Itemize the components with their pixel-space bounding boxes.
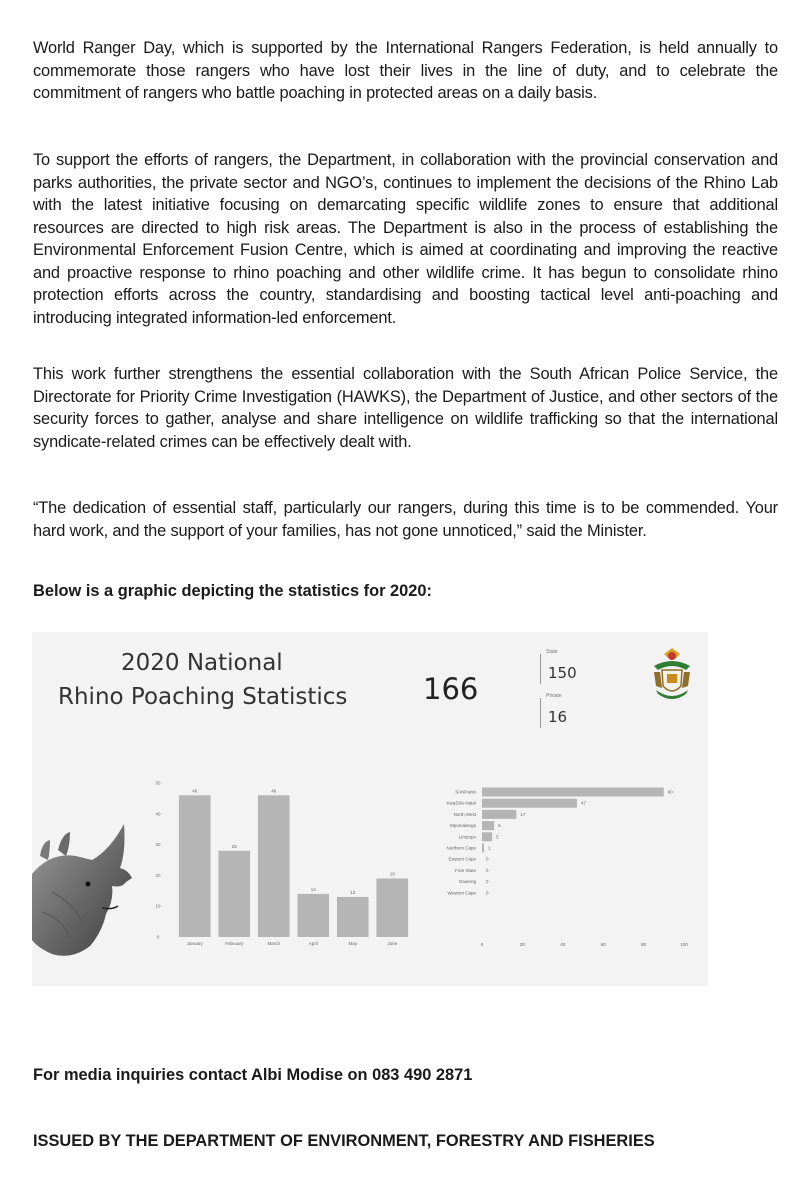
area-label: Mpumalanga [449, 823, 476, 829]
bar-value-label: 46 [271, 788, 277, 794]
bar-value-label: 5 [496, 834, 499, 840]
bar-value-label: 0 [486, 890, 489, 896]
bar-value-label: 90 [667, 789, 673, 795]
area-label: Eastern Cape [448, 856, 476, 862]
private-label: Private [546, 693, 562, 699]
area-label: Free State [454, 867, 476, 873]
bar-value-label: 0 [486, 867, 489, 873]
bar-value-label: 17 [520, 811, 526, 817]
state-label: State [546, 649, 558, 655]
private-value: 16 [548, 708, 568, 726]
bar-north-west [482, 810, 516, 819]
bar-kwazulu-natal [482, 799, 577, 808]
bar-value-label: 47 [580, 800, 586, 806]
x-tick-label: 20 [519, 942, 525, 947]
x-tick-label: March [267, 941, 281, 946]
bar-march [258, 795, 290, 937]
bar-april [297, 894, 329, 937]
x-tick-label: May [348, 941, 358, 946]
paragraph-collaboration: This work further strengthens the essential collaboration with the South African Police Service, the Directorate for Priority Crime Investigation (HAWKS), the Department of Justice, and other sectors of the security forces to gather, analyse and share intelligence on wildlife trafficking so that the international syndicate-related crimes can be effectively dealt with. [33, 365, 778, 451]
bar-value-label: 6 [498, 823, 501, 829]
media-contact: For media inquiries contact Albi Modise on 083 490 2871 [33, 1066, 473, 1084]
paragraph-minister-quote: “The dedication of essential staff, particularly our rangers, during this time is to be commended. Your hard work, and the support of your families, has not gone unnoticed,” said the Minister. [33, 499, 778, 540]
paragraph-world-ranger-day: World Ranger Day, which is supported by the International Rangers Federation, is held annually to commemorate those rangers who have lost their lives in the line of duty, and to celebrate the commitment of rangers who battle poaching in protected areas on a daily basis. [33, 39, 778, 102]
bar-value-label: 0 [486, 879, 489, 885]
bar-value-label: 0 [486, 856, 489, 862]
bar-value-label: 1 [488, 845, 491, 851]
bar-value-label: 13 [350, 889, 356, 895]
x-tick-label: February [225, 941, 244, 946]
bar-sanparks [482, 788, 664, 797]
y-tick-label: 20 [155, 872, 161, 878]
bar-value-label: 28 [231, 843, 237, 849]
y-tick-label: 10 [155, 903, 161, 909]
x-tick-label: January [186, 941, 203, 946]
area-label: Gauteng [458, 879, 476, 885]
bar-mpumalanga [482, 821, 494, 830]
bar-may [337, 897, 369, 937]
area-label: SANParks [455, 789, 476, 795]
total-poached: 166 [423, 672, 479, 706]
x-tick-label: 80 [641, 942, 647, 947]
bar-limpopo [482, 832, 492, 841]
bar-value-label: 19 [389, 871, 395, 877]
x-tick-label: 100 [680, 942, 688, 947]
infographic-title-line2: Rhino Poaching Statistics [58, 684, 348, 710]
x-tick-label: 40 [560, 942, 566, 947]
graphic-intro-heading: Below is a graphic depicting the statistics for 2020: [33, 582, 432, 600]
x-tick-label: June [387, 941, 398, 946]
bar-value-label: 46 [192, 788, 198, 794]
x-tick-label: 60 [600, 942, 606, 947]
area-label: Limpopo [458, 834, 476, 840]
charts-canvas [32, 632, 708, 986]
paragraph-department-efforts: To support the efforts of rangers, the Department, in collaboration with the provincial conservation and parks authorities, the private sector and NGO’s, continues to implement the decisions of the Rhino Lab with the latest initiative focusing on demarcating specific wildlife zones to ensure that additional resources are directed to high risk areas. The Department is also in the process of establishing the Environmental Enforcement Fusion Centre, which is aimed at coordinating and improving the reactive and proactive response to rhino poaching and other wildlife crime. It has begun to consolidate rhino protection efforts across the country, standardising and boosting tactical level anti-poaching and introducing integrated information-led enforcement. [33, 151, 778, 327]
rhino-poaching-infographic [32, 632, 708, 986]
area-bar-chart [446, 788, 688, 948]
area-label: North West [453, 811, 476, 817]
issued-by: ISSUED BY THE DEPARTMENT OF ENVIRONMENT, FORESTRY AND FISHERIES [33, 1132, 655, 1150]
area-label: Western Cape [447, 890, 476, 896]
bar-january [179, 795, 211, 937]
y-tick-label: 50 [155, 780, 161, 786]
area-label: Northern Cape [446, 845, 476, 851]
y-tick-label: 30 [155, 842, 161, 848]
x-tick-label: April [308, 941, 318, 946]
infographic-title-line1: 2020 National [121, 650, 283, 676]
y-tick-label: 40 [155, 811, 161, 817]
state-value: 150 [548, 664, 577, 682]
area-label: KwaZulu-Natal [446, 800, 476, 806]
bar-june [376, 878, 408, 937]
bar-february [218, 851, 250, 937]
monthly-bar-chart [155, 781, 408, 947]
bar-northern-cape [482, 844, 484, 853]
x-tick-label: 0 [480, 942, 484, 947]
y-tick-label: 0 [156, 934, 160, 940]
bar-value-label: 14 [310, 886, 316, 892]
